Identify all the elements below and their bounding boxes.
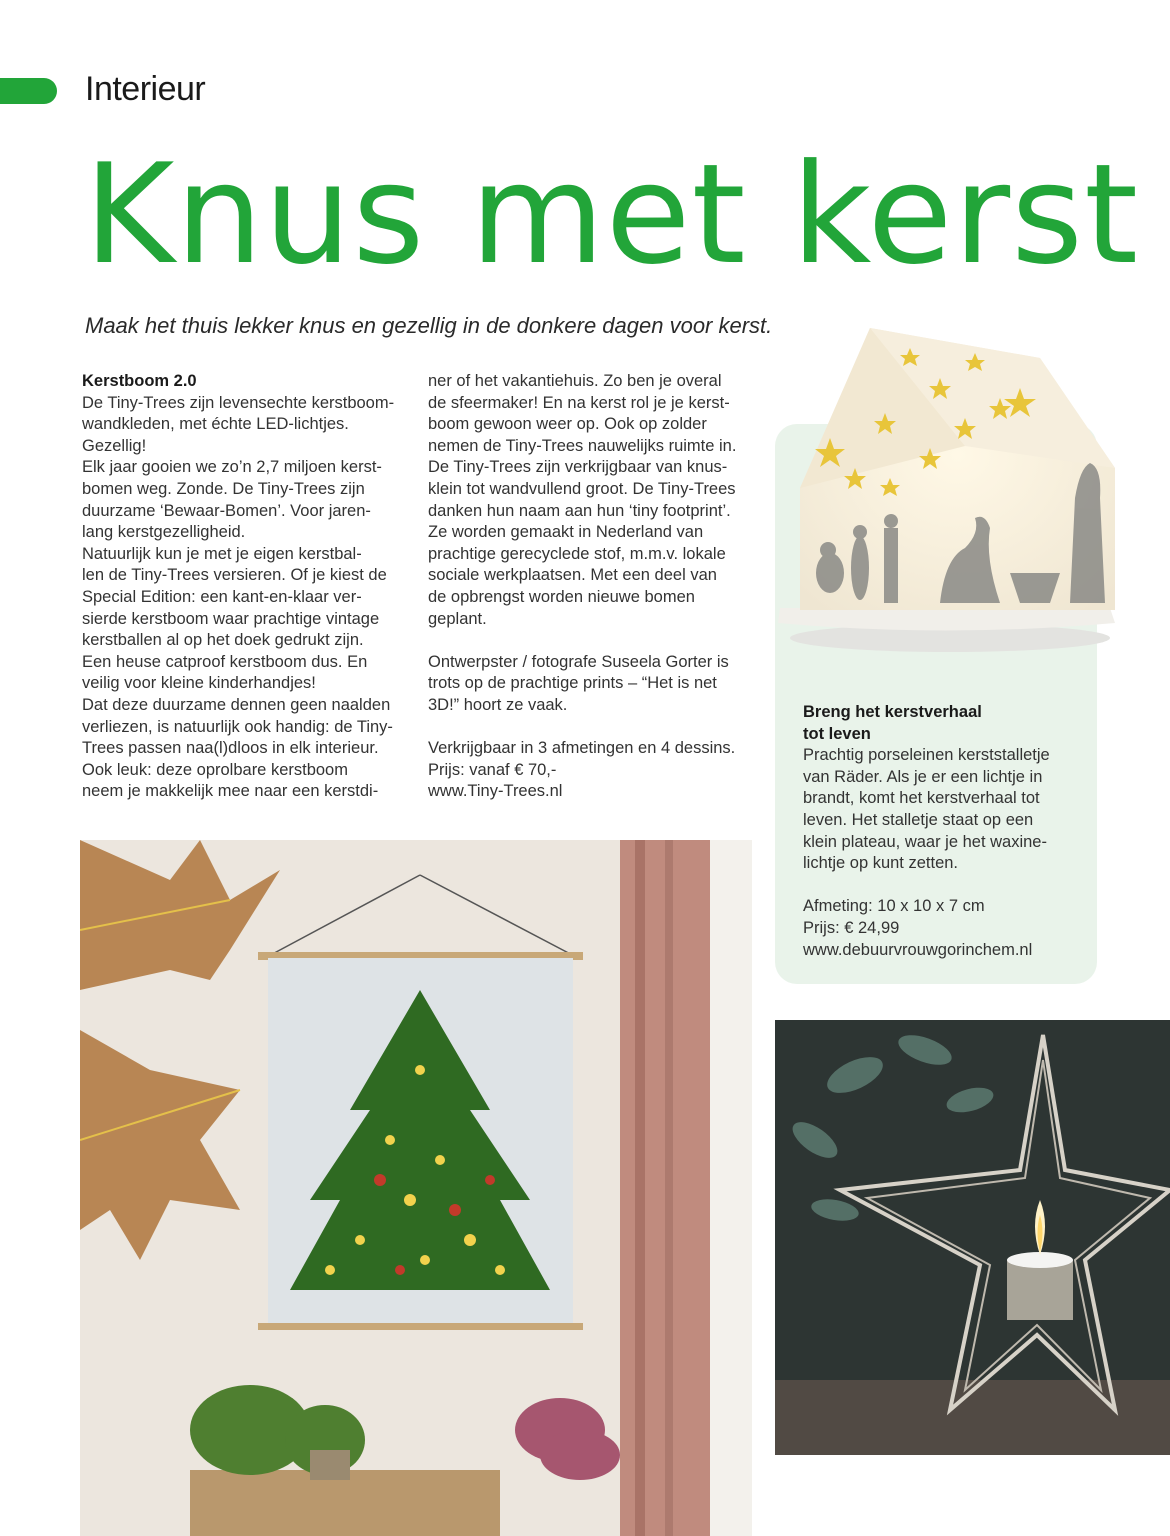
sidebar-text-line	[803, 875, 1088, 897]
lead-text: Maak het thuis lekker knus en gezellig in de donkere dagen voor kerst.	[85, 313, 773, 338]
sidebar-text-line: van Räder. Als je er een lichtje in	[803, 767, 1043, 786]
body-text-line: prachtige gerecyclede stof, m.m.v. lokale	[428, 544, 726, 563]
sidebar-heading-line: Breng het kerstverhaal	[803, 703, 982, 721]
sidebar-text-line: Afmeting: 10 x 10 x 7 cm	[803, 897, 985, 916]
article-heading: Kerstboom 2.0	[82, 372, 197, 390]
nativity-house-photo	[770, 318, 1120, 668]
body-text-line: sociale werkplaatsen. Met een deel van	[428, 566, 717, 585]
body-text-line: Elk jaar gooien we zo’n 2,7 miljoen kerst-	[82, 458, 382, 477]
body-text-line: bomen weg. Zonde. De Tiny-Trees zijn	[82, 479, 365, 498]
body-text-line: lang kerstgezelligheid.	[82, 523, 246, 542]
body-text-line: Trees passen naa(l)dloos in elk interieur.	[82, 739, 379, 758]
body-text-line: Prijs: vanaf € 70,-	[428, 760, 557, 779]
body-text-line	[428, 717, 758, 739]
body-text-line: de opbrengst worden nieuwe bomen	[428, 587, 695, 606]
body-text-line: nemen de Tiny-Trees nauwelijks ruimte in.	[428, 436, 737, 455]
star-tealight-photo	[775, 1020, 1170, 1455]
sidebar-article	[803, 702, 1088, 961]
body-text-line: Ze worden gemaakt in Nederland van	[428, 523, 704, 542]
body-text-line: Een heuse catproof kerstboom dus. En	[82, 652, 368, 671]
sidebar-text-line: klein plateau, waar je het waxine-	[803, 832, 1047, 851]
article-column-2	[428, 371, 758, 803]
page-title: Knus met kerst	[84, 134, 1140, 295]
body-text-line: danken hun naam aan hun ‘tiny footprint’.	[428, 501, 731, 520]
body-text-line	[428, 630, 758, 652]
body-text-line: Verkrijgbaar in 3 afmetingen en 4 dessins.	[428, 739, 736, 758]
body-text-line: Ontwerpster / fotografe Suseela Gorter is	[428, 652, 729, 671]
body-text-line: www.Tiny-Trees.nl	[428, 782, 563, 801]
sidebar-text-line: lichtje op kunt zetten.	[803, 854, 959, 873]
section-tab-marker	[0, 78, 57, 104]
body-text-line: Special Edition: een kant-en-klaar ver-	[82, 587, 362, 606]
body-text-line: trots op de prachtige prints – “Het is net	[428, 674, 717, 693]
body-text-line: De Tiny-Trees zijn verkrijgbaar van knus-	[428, 458, 728, 477]
body-text-line: klein tot wandvullend groot. De Tiny-Trees	[428, 479, 736, 498]
body-text-line: wandkleden, met échte LED-lichtjes.	[82, 415, 349, 434]
body-text-line: Natuurlijk kun je met je eigen kerstbal-	[82, 544, 362, 563]
tiny-trees-wall-photo	[80, 840, 752, 1536]
body-text-line: verliezen, is natuurlijk ook handig: de Tiny-	[82, 717, 393, 736]
sidebar-text-line: Prachtig porseleinen kerststalletje	[803, 746, 1050, 765]
sidebar-heading-line: tot leven	[803, 724, 871, 743]
body-text-line: veilig voor kleine kinderhandjes!	[82, 674, 316, 693]
body-text-line: geplant.	[428, 609, 487, 628]
body-text-line: len de Tiny-Trees versieren. Of je kiest de	[82, 566, 387, 585]
body-text-line: neem je makkelijk mee naar een kerstdi-	[82, 782, 379, 801]
sidebar-text-line: leven. Het stalletje staat op een	[803, 810, 1034, 829]
sidebar-text-line: Prijs: € 24,99	[803, 918, 900, 937]
body-text-line: boom gewoon weer op. Ook op zolder	[428, 415, 707, 434]
body-text-line: 3D!” hoort ze vaak.	[428, 695, 568, 714]
body-text-line: ner of het vakantiehuis. Zo ben je overal	[428, 372, 722, 390]
body-text-line: de sfeermaker! En na kerst rol je je kerst-	[428, 393, 730, 412]
sidebar-text-line: www.debuurvrouwgorinchem.nl	[803, 940, 1033, 959]
body-text-line: kerstballen al op het doek gedrukt zijn.	[82, 631, 364, 650]
body-text-line: sierde kerstboom waar prachtige vintage	[82, 609, 380, 628]
section-label: Interieur	[85, 70, 206, 108]
sidebar-text-line: brandt, komt het kerstverhaal tot	[803, 789, 1040, 808]
body-text-line: Dat deze duurzame dennen geen naalden	[82, 695, 391, 714]
body-text-line: duurzame ‘Bewaar-Bomen’. Voor jaren-	[82, 501, 371, 520]
body-text-line: Gezellig!	[82, 436, 147, 455]
body-text-line: Ook leuk: deze oprolbare kerstboom	[82, 760, 348, 779]
body-text-line: De Tiny-Trees zijn levensechte kerstboom-	[82, 393, 395, 412]
article-column-1	[82, 371, 412, 803]
